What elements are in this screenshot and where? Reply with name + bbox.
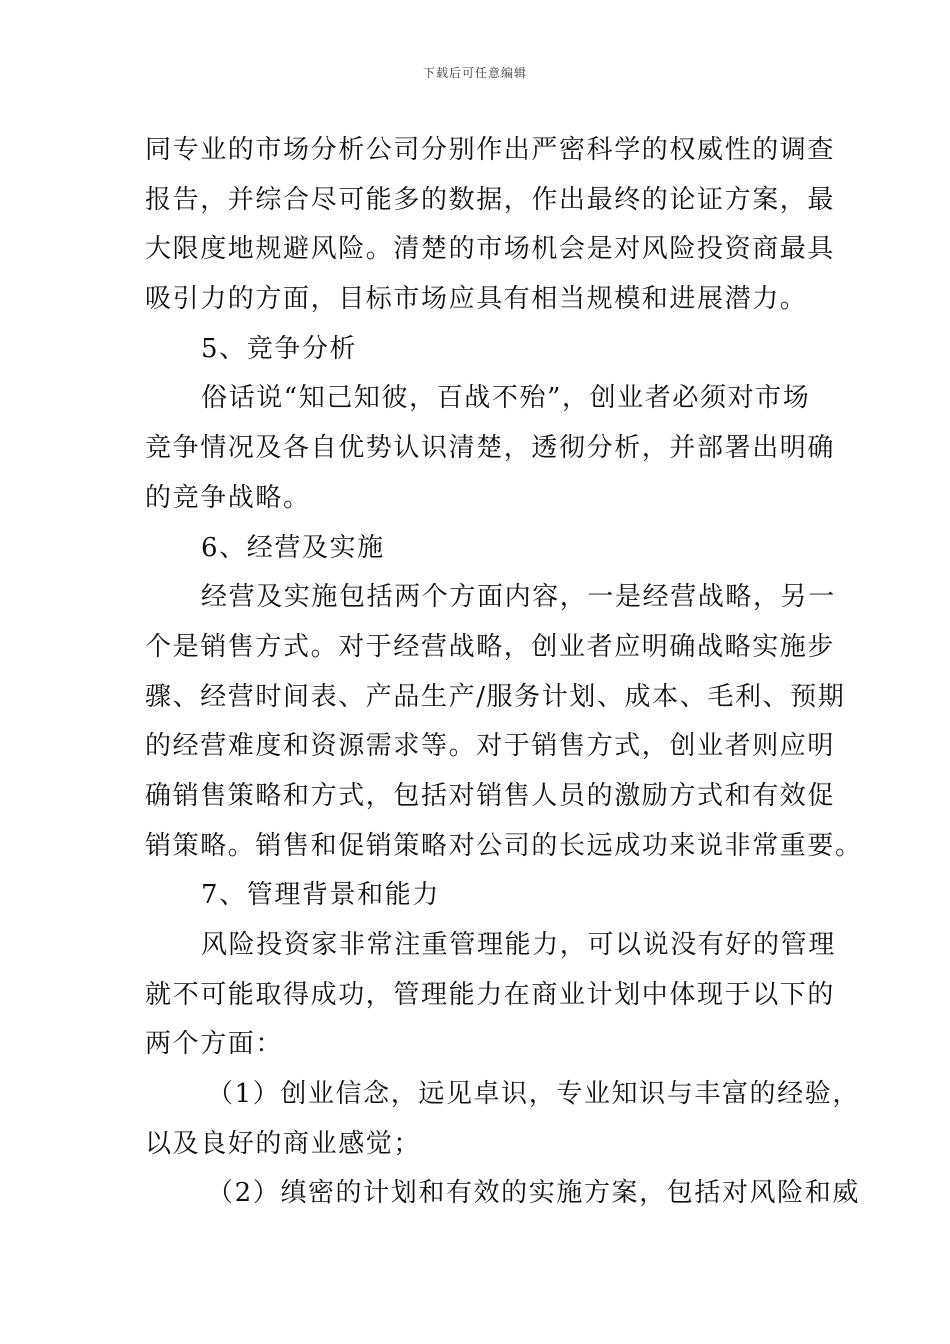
- text-line: 销策略。销售和促销策略对公司的长远成功来说非常重要。: [145, 830, 863, 861]
- body-text: [145, 126, 863, 1219]
- text-line: 以及良好的商业感觉；: [145, 1128, 422, 1159]
- text-line: 报告，并综合尽可能多的数据，作出最终的论证方案，最: [145, 184, 836, 215]
- text-line: 就不可能取得成功，管理能力在商业计划中体现于以下的: [145, 979, 836, 1010]
- text-line: 的经营难度和资源需求等。对于销售方式，创业者则应明: [145, 731, 836, 762]
- text-line: （1）创业信念，远见卓识，专业知识与丰富的经验，: [207, 1079, 860, 1110]
- text-line: 5、竞争分析: [201, 333, 358, 364]
- page-header: 下载后可任意编辑: [422, 66, 527, 80]
- text-line: 6、经营及实施: [201, 532, 385, 563]
- text-line: 大限度地规避风险。清楚的市场机会是对风险投资商最具: [145, 234, 836, 265]
- text-line: 个是销售方式。对于经营战略，创业者应明确战略实施步: [145, 631, 836, 662]
- text-line: 的竞争战略。: [145, 482, 311, 513]
- text-line: 经营及实施包括两个方面内容，一是经营战略，另一: [201, 582, 836, 613]
- text-line: （2）缜密的计划和有效的实施方案，包括对风险和威: [207, 1178, 860, 1209]
- text-line: 两个方面：: [145, 1029, 284, 1060]
- text-line: 确销售策略和方式，包括对销售人员的激励方式和有效促: [145, 780, 836, 811]
- text-line: 俗话说“知己知彼，百战不殆”，创业者必须对市场: [201, 383, 811, 414]
- text-line: 风险投资家非常注重管理能力，可以说没有好的管理: [201, 930, 836, 960]
- text-line: 同专业的市场分析公司分别作出严密科学的权威性的调查: [145, 135, 836, 165]
- text-line: 骤、经营时间表、产品生产/服务计划、成本、毛利、预期: [145, 681, 846, 712]
- text-line: 竞争情况及各自优势认识清楚，透彻分析，并部署出明确: [145, 433, 836, 464]
- text-line: 7、管理背景和能力: [201, 880, 440, 911]
- text-line: 吸引力的方面，目标市场应具有相当规模和进展潜力。: [145, 284, 808, 315]
